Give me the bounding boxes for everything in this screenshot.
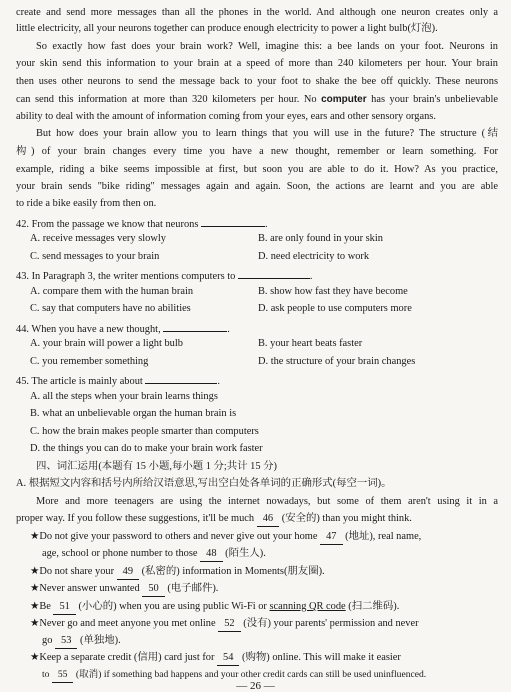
passage-line: your brain sends "bike riding" messages again and again. Soon, the actions are learnt and you are able [16,181,498,192]
option-b: B. are only found in your skin [258,233,383,244]
blank-53[interactable]: 53 [55,634,77,649]
blank-51[interactable]: 51 [53,600,75,615]
blank-52[interactable]: 52 [218,617,240,632]
passage-line: ability to deal with the amount of information coming from your eyes, ears and other sensory organs. [16,111,436,122]
tip-2: ★Do not share your 49 (私密的) information in Moments(朋友圈). [30,565,325,580]
option-d: D. need electricity to work [258,251,370,262]
passage-line: But how does your brain allow you to learn things that you will use in the future? The structure (结 [36,128,498,139]
blank-55[interactable]: 55 [52,668,74,683]
blank-48[interactable]: 48 [200,547,222,562]
blank-46[interactable]: 46 [257,512,279,527]
blank-54[interactable]: 54 [217,651,239,666]
option-b: B. your heart beats faster [258,338,363,349]
tip-5: ★Never go and meet anyone you met online 52 (没有) your parents' permission and never [30,617,419,632]
option-a: A. compare them with the human brain [30,286,194,297]
blank-49[interactable]: 49 [117,565,139,580]
question-43: 43. In Paragraph 3, the writer mentions computers to . [16,267,313,284]
question-45: 45. The article is mainly about . [16,372,220,389]
page-number: — 26 — [236,680,275,692]
passage-line: your skin send this information to your brain at a speed of more than 240 kilometers per hour. Your brain [16,58,498,69]
passage-line: So exactly how fast does your brain work? Well, imagine this: a bee lands on your foot. Neurons in [36,41,498,52]
question-42: 42. From the passage we know that neurons . [16,215,268,232]
passage-line: example, riding a bike seems impossible at first, but soon you are able to do it. How? As you practice, [16,164,498,175]
tip-4: ★Be 51 (小心的) when you are using public Wi-Fi or scanning QR code (扫二维码). [30,600,399,615]
option-a: A. all the steps when your brain learns things [30,391,218,402]
option-c: C. send messages to your brain [30,251,160,262]
cloze-intro: proper way. If you follow these suggestions, it'll be much 46 (安全的) than you might think. [16,512,412,527]
passage-line: can send this information at more than 320 kilometers per hour. No computer has your brain's unbelievable [16,94,498,105]
option-c: C. you remember something [30,356,149,367]
option-a: A. receive messages very slowly [30,233,166,244]
section-heading: 四、词汇运用(本题有 15 小题,每小题 1 分;共计 15 分) [36,461,277,472]
passage-line: little electricity, all your neurons together can produce enough electricity to power a light bulb(灯泡). [16,23,438,34]
option-d: D. the things you can do to make your brain work faster [30,443,263,454]
tip-3: ★Never answer unwanted 50 (电子邮件). [30,582,218,597]
blank-47[interactable]: 47 [320,530,342,545]
question-44: 44. When you have a new thought, . [16,320,230,337]
option-a: A. your brain will power a light bulb [30,338,183,349]
cloze-intro: More and more teenagers are using the internet nowadays, but some of them aren't using it in a [36,496,498,507]
option-d: D. ask people to use computers more [258,303,412,314]
passage-line: create and send more messages than all the phones in the world. And although one neuron creates only a [16,7,498,18]
tip-5-cont: go 53 (单独地). [42,634,121,649]
option-b: B. what an unbelievable organ the human brain is [30,408,237,419]
passage-line: to ride a bike easily from then on. [16,198,157,209]
tip-6: ★Keep a separate credit (信用) card just for 54 (购物) online. This will make it easier [30,651,401,666]
tip-6-cont: to 55 (取消) if something bad happens and your other credit cards can still be used uninfluenced. [42,668,426,683]
section-instruction: A. 根据短文内容和括号内所给汉语意思,写出空白处各单词的正确形式(每空一词)。 [16,478,392,489]
blank-50[interactable]: 50 [142,582,164,597]
option-d: D. the structure of your brain changes [258,356,416,367]
option-c: C. how the brain makes people smarter than computers [30,426,259,437]
option-c: C. say that computers have no abilities [30,303,191,314]
tip-1: ★Do not give your password to others and never give out your home 47 (地址), real name, [30,530,421,545]
passage-line: then uses other neurons to send the message back to your foot to shake the bee off quickly. These neurons [16,76,498,87]
passage-line: 构) of your brain changes every time you have a new thought, remember or learn something. For [16,146,498,157]
tip-1-cont: age, school or phone number to those 48 (陌生人). [42,547,266,562]
option-b: B. show how fast they have become [258,286,408,297]
